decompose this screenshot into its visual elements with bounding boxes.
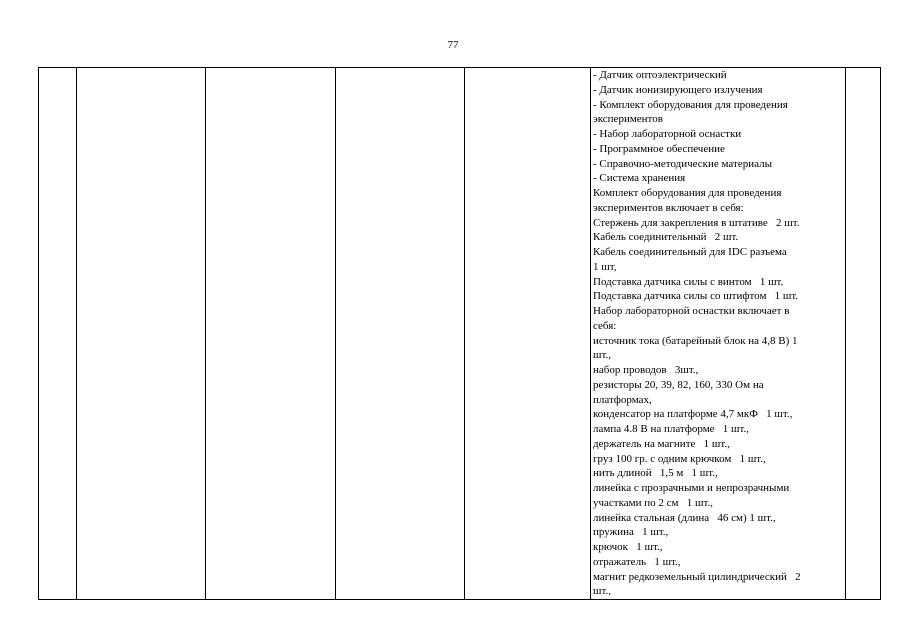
column-divider-4: [464, 68, 465, 599]
description-line: линейка с прозрачными и непрозрачными: [593, 482, 790, 494]
description-line: конденсатор на платформе 4,7 мкФ 1 шт.,: [593, 408, 793, 421]
description-line: себя:: [593, 319, 617, 332]
description-line: - Датчик ионизирующего излучения: [593, 83, 763, 96]
column-divider-6: [845, 68, 846, 599]
description-line: набор проводов 3шт.,: [593, 364, 699, 376]
description-line: Кабель соединительный для IDC разъема: [593, 246, 787, 258]
description-line: Комплект оборудования для проведения: [593, 187, 782, 199]
column-divider-1: [76, 68, 77, 599]
column-divider-2: [205, 68, 206, 599]
description-line: нить длиной 1,5 м 1 шт.,: [593, 467, 718, 480]
description-line: экспериментов: [593, 113, 663, 126]
description-line: держатель на магните 1 шт.,: [593, 437, 730, 450]
description-line: магнит редкоземельный цилиндрический 2: [593, 570, 801, 583]
description-line: - Система хранения: [593, 172, 686, 185]
description-line: лампа 4.8 В на платформе 1 шт.,: [593, 423, 749, 435]
description-line: пружина 1 шт.,: [593, 526, 669, 539]
description-line: платформах,: [593, 393, 652, 406]
description-cell: [592, 68, 845, 599]
description-line: источник тока (батарейный блок на 4,8 В) 1: [593, 334, 798, 347]
description-line: шт.,: [593, 585, 611, 598]
description-line: груз 100 гр. с одним крючком 1 шт.,: [593, 452, 766, 465]
description-line: шт.,: [593, 349, 611, 362]
description-line: участками по 2 см 1 шт.,: [593, 496, 713, 509]
description-line: - Комплект оборудования для проведения: [593, 98, 788, 111]
description-line: Подставка датчика силы с винтом 1 шт.: [593, 275, 784, 288]
description-line: - Набор лабораторной оснастки: [593, 128, 742, 140]
description-line: Подставка датчика силы со штифтом 1 шт.: [593, 290, 799, 303]
description-line: 1 шт,: [593, 260, 617, 273]
description-line: - Программное обеспечение: [593, 142, 725, 155]
description-line: линейка стальная (длина 46 см) 1 шт.,: [593, 511, 776, 524]
description-line: крючок 1 шт.,: [593, 541, 663, 553]
description-line: экспериментов включает в себя:: [593, 201, 744, 214]
column-divider-5: [590, 68, 591, 599]
spec-table: [38, 67, 881, 600]
description-line: резисторы 20, 39, 82, 160, 330 Ом на: [593, 378, 764, 391]
description-line: - Справочно-методические материалы: [593, 157, 772, 170]
description-line: Кабель соединительный 2 шт.: [593, 231, 739, 244]
column-divider-3: [335, 68, 336, 599]
description-line: Стержень для закрепления в штативе 2 шт.: [593, 216, 800, 229]
description-line: - Датчик оптоэлектрический: [593, 69, 727, 81]
description-line: отражатель 1 шт.,: [593, 555, 681, 568]
description-line: Набор лабораторной оснастки включает в: [593, 305, 790, 317]
page-number: 77: [447, 39, 459, 51]
